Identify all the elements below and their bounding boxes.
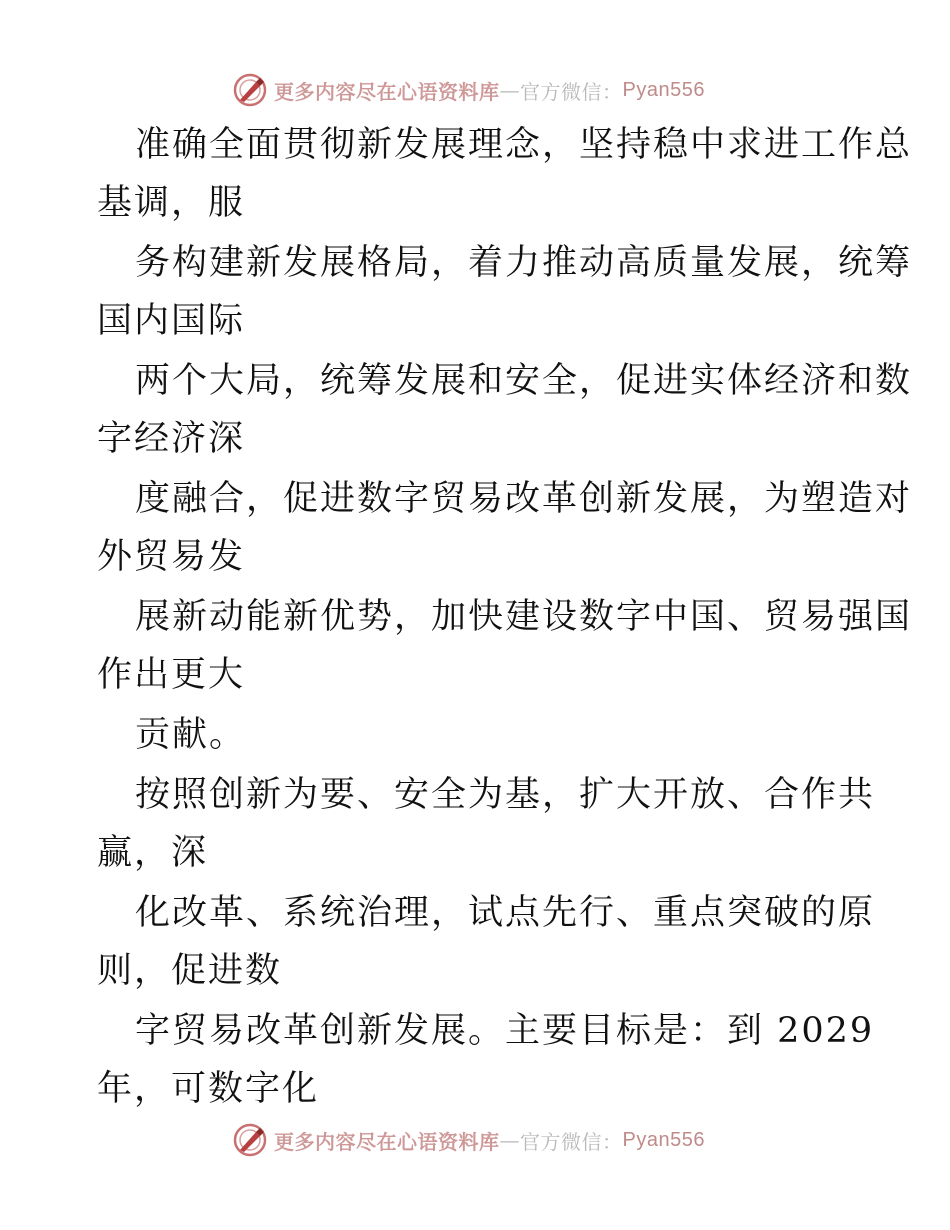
banner-site-name: 更多内容尽在心语资料库 [274, 79, 500, 104]
text-line: 按照创新为要、安全为基，扩大开放、合作共 [135, 775, 876, 815]
banner-wechat-label: 官方微信： [520, 1129, 623, 1154]
text-line: 字贸易改革创新发展。主要目标是：到 2029 [135, 1011, 875, 1051]
banner-wechat-label: 官方微信： [520, 79, 623, 104]
text-line: 两个大局，统筹发展和安全，促进实体经济和数 [135, 361, 913, 401]
banner-wechat-id: Pyan556 [622, 1128, 705, 1151]
pen-logo-icon [232, 1122, 268, 1158]
text-line: 国内国际 [97, 301, 246, 341]
text-line: 展新动能新优势，加快建设数字中国、贸易强国 [135, 597, 913, 637]
text-line: 度融合，促进数字贸易改革创新发展，为塑造对 [135, 479, 913, 519]
pen-logo-icon [232, 72, 268, 108]
header-banner [232, 70, 705, 110]
text-line: 则，促进数 [97, 951, 283, 991]
text-line: 赢，深 [97, 833, 209, 873]
banner-site-name: 更多内容尽在心语资料库 [274, 1129, 500, 1154]
footer-banner [232, 1120, 705, 1160]
text-line: 作出更大 [97, 655, 246, 695]
banner-dash: — [499, 1128, 520, 1152]
banner-dash: — [499, 78, 520, 102]
text-line: 务构建新发展格局，着力推动高质量发展，统筹 [135, 243, 913, 283]
text-line: 化改革、系统治理，试点先行、重点突破的原 [135, 893, 876, 933]
text-line: 外贸易发 [97, 537, 246, 577]
text-line: 年，可数字化 [97, 1069, 320, 1109]
banner-wechat-id: Pyan556 [622, 78, 705, 101]
text-line: 字经济深 [97, 419, 246, 459]
text-line: 准确全面贯彻新发展理念，坚持稳中求进工作总 [135, 125, 913, 165]
text-line: 贡献。 [135, 715, 247, 755]
text-line: 基调，服 [97, 183, 246, 223]
